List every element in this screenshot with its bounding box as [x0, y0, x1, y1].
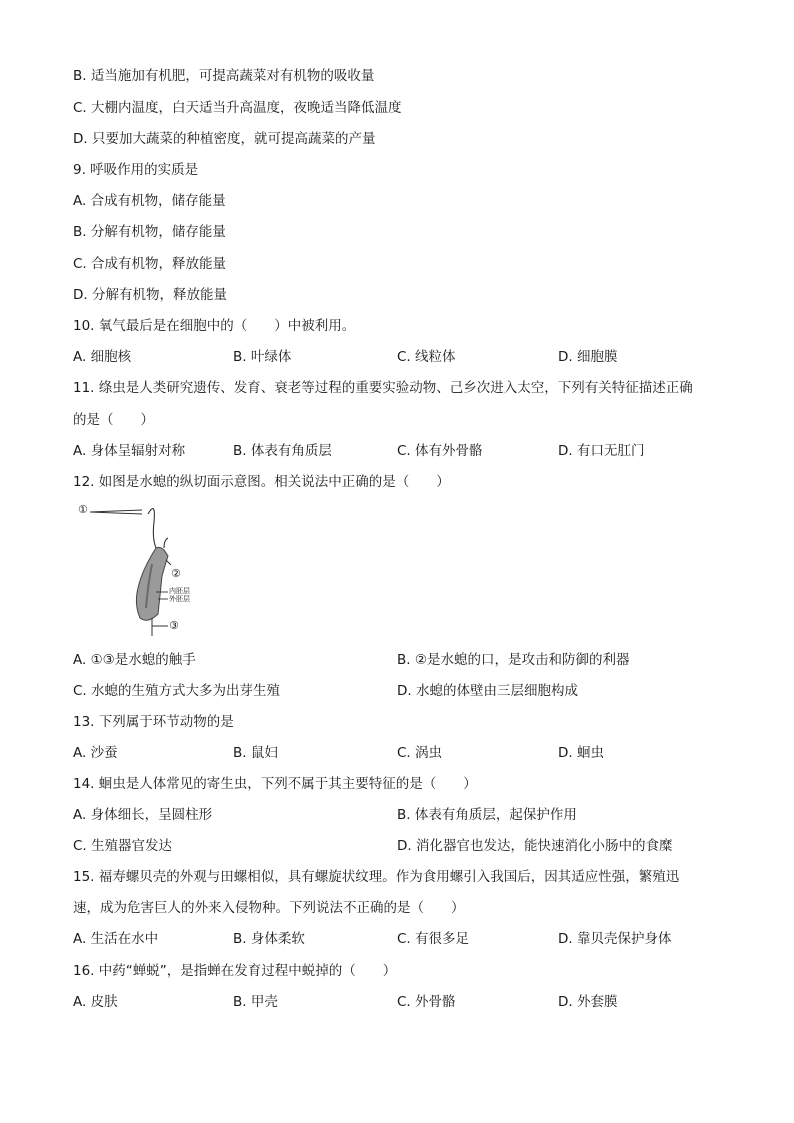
q10-option-c: C. 线粒体	[397, 349, 456, 365]
q12-option-b: B. ②是水螅的口，是攻击和防御的利器	[397, 652, 630, 668]
q16-stem: 16. 中药“蝉蜕”，是指蝉在发育过程中蜕掉的（ ）	[73, 963, 397, 979]
q16-option-a: A. 皮肤	[73, 994, 118, 1010]
q15-stem-line1: 15. 福寿螺贝壳的外观与田螺相似，具有螺旋状纹理。作为食用螺引入我国后，因其适应性强，繁殖迅	[73, 869, 680, 885]
q11-stem-line1: 11. 绦虫是人类研究遗传、发育、衰老等过程的重要实验动物、己乡次进入太空，下列有关特征描述正确	[73, 380, 693, 396]
q15-option-b: B. 身体柔软	[233, 931, 305, 947]
figure-label-1: ①	[78, 503, 88, 516]
q12-option-c: C. 水螅的生殖方式大多为出芽生殖	[73, 683, 281, 699]
q14-option-b: B. 体表有角质层，起保护作用	[397, 807, 577, 823]
q12-stem: 12. 如图是水螅的纵切面示意图。相关说法中正确的是（ ）	[73, 474, 450, 490]
q14-stem: 14. 蛔虫是人体常见的寄生虫，下列不属于其主要特征的是（ ）	[73, 776, 477, 792]
q16-option-c: C. 外骨骼	[397, 994, 456, 1010]
q13-option-c: C. 涡虫	[397, 745, 443, 761]
q11-option-d: D. 有口无肛门	[558, 443, 645, 459]
q10-option-a: A. 细胞核	[73, 349, 132, 365]
q10-option-d: D. 细胞膜	[558, 349, 618, 365]
q14-option-d: D. 消化器官也发达，能快速消化小肠中的食糜	[397, 838, 673, 854]
q9-option-d: D. 分解有机物，释放能量	[73, 287, 227, 303]
q16-option-d: D. 外套膜	[558, 994, 618, 1010]
q10-option-b: B. 叶绿体	[233, 349, 292, 365]
q15-option-d: D. 靠贝壳保护身体	[558, 931, 672, 947]
q13-option-d: D. 蛔虫	[558, 745, 604, 761]
q15-option-a: A. 生活在水中	[73, 931, 159, 947]
figure-label-inner-layer: 内胚层	[169, 587, 190, 595]
q9-option-c: C. 合成有机物，释放能量	[73, 256, 227, 272]
q12-option-d: D. 水螅的体壁由三层细胞构成	[397, 683, 578, 699]
q13-option-b: B. 鼠妇	[233, 745, 278, 761]
q16-option-b: B. 甲壳	[233, 994, 278, 1010]
q9-option-b: B. 分解有机物，储存能量	[73, 224, 226, 240]
q8-option-c: C. 大棚内温度，白天适当升高温度，夜晚适当降低温度	[73, 100, 402, 116]
figure-label-2: ②	[171, 567, 181, 580]
q13-stem: 13. 下列属于环节动物的是	[73, 714, 234, 730]
q11-option-b: B. 体表有角质层	[233, 443, 332, 459]
q8-option-d: D. 只要加大蔬菜的种植密度，就可提高蔬菜的产量	[73, 131, 376, 147]
q13-option-a: A. 沙蚕	[73, 745, 118, 761]
q8-option-b: B. 适当施加有机肥，可提高蔬菜对有机物的吸收量	[73, 68, 375, 84]
q14-option-a: A. 身体细长，呈圆柱形	[73, 807, 213, 823]
figure-label-3: ③	[169, 619, 179, 632]
q11-option-c: C. 体有外骨骼	[397, 443, 483, 459]
q15-option-c: C. 有很多足	[397, 931, 470, 947]
q15-stem-line2: 速，成为危害巨人的外来入侵物种。下列说法不正确的是（ ）	[73, 900, 465, 916]
q9-stem: 9. 呼吸作用的实质是	[73, 162, 199, 178]
q11-option-a: A. 身体呈辐射对称	[73, 443, 186, 459]
q12-option-a: A. ①③是水螅的触手	[73, 652, 196, 668]
hydra-diagram	[72, 500, 192, 650]
q14-option-c: C. 生殖器官发达	[73, 838, 173, 854]
figure-label-outer-layer: 外胚层	[169, 595, 190, 603]
q10-stem: 10. 氧气最后是在细胞中的（ ）中被利用。	[73, 318, 356, 334]
q11-stem-line2: 的是（ ）	[73, 412, 154, 428]
q9-option-a: A. 合成有机物，储存能量	[73, 193, 226, 209]
